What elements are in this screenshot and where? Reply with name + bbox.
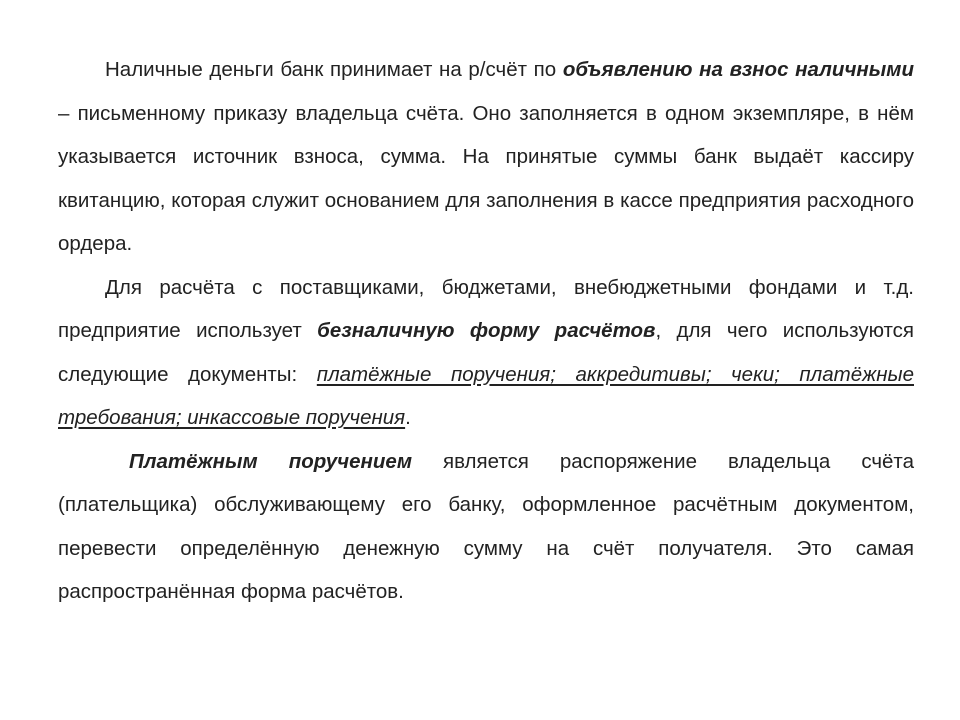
document-types-list: платёжные поручения; аккредитивы; чеки; платёжные требования; инкассовые поручения: [58, 362, 914, 429]
paragraph-3-text-a: является распоряжение владельца счёта (плательщика) обслуживающему его банку, оформленное расчётным документом, перевести определённую денежную сумму на счёт получателя. Это самая распространённая форма расчётов.: [58, 449, 914, 603]
paragraph-2-text-a: Для расчёта с поставщиками, бюджетами, внебюджетными фондами и т.д. предприятие использует: [58, 275, 914, 342]
term-payment-order: Платёжным поручением: [129, 449, 412, 473]
paragraph-cash-deposit: [58, 48, 914, 266]
term-deposit-notice: объявлению на взнос наличными: [562, 58, 914, 81]
term-cashless-form: безналичную форму расчётов: [317, 319, 656, 342]
paragraph-2-text-c: .: [405, 406, 411, 429]
slide-body: [58, 48, 914, 614]
paragraph-payment-order: [58, 440, 914, 614]
paragraph-1-text-b: – письменному приказу владельца счёта. Оно заполняется в одном экземпляре, в нём указывается источник взноса, сумма. На принятые суммы банк выдаёт кассиру квитанцию, которая служит основанием для заполнения в кассе предприятия расходного ордера.: [58, 101, 914, 255]
paragraph-1-text-a: Наличные деньги банк принимает на р/счёт по: [105, 58, 563, 81]
paragraph-2-text-b: , для чего используются следующие документы:: [58, 319, 915, 386]
paragraph-cashless-settlements: [58, 266, 914, 440]
